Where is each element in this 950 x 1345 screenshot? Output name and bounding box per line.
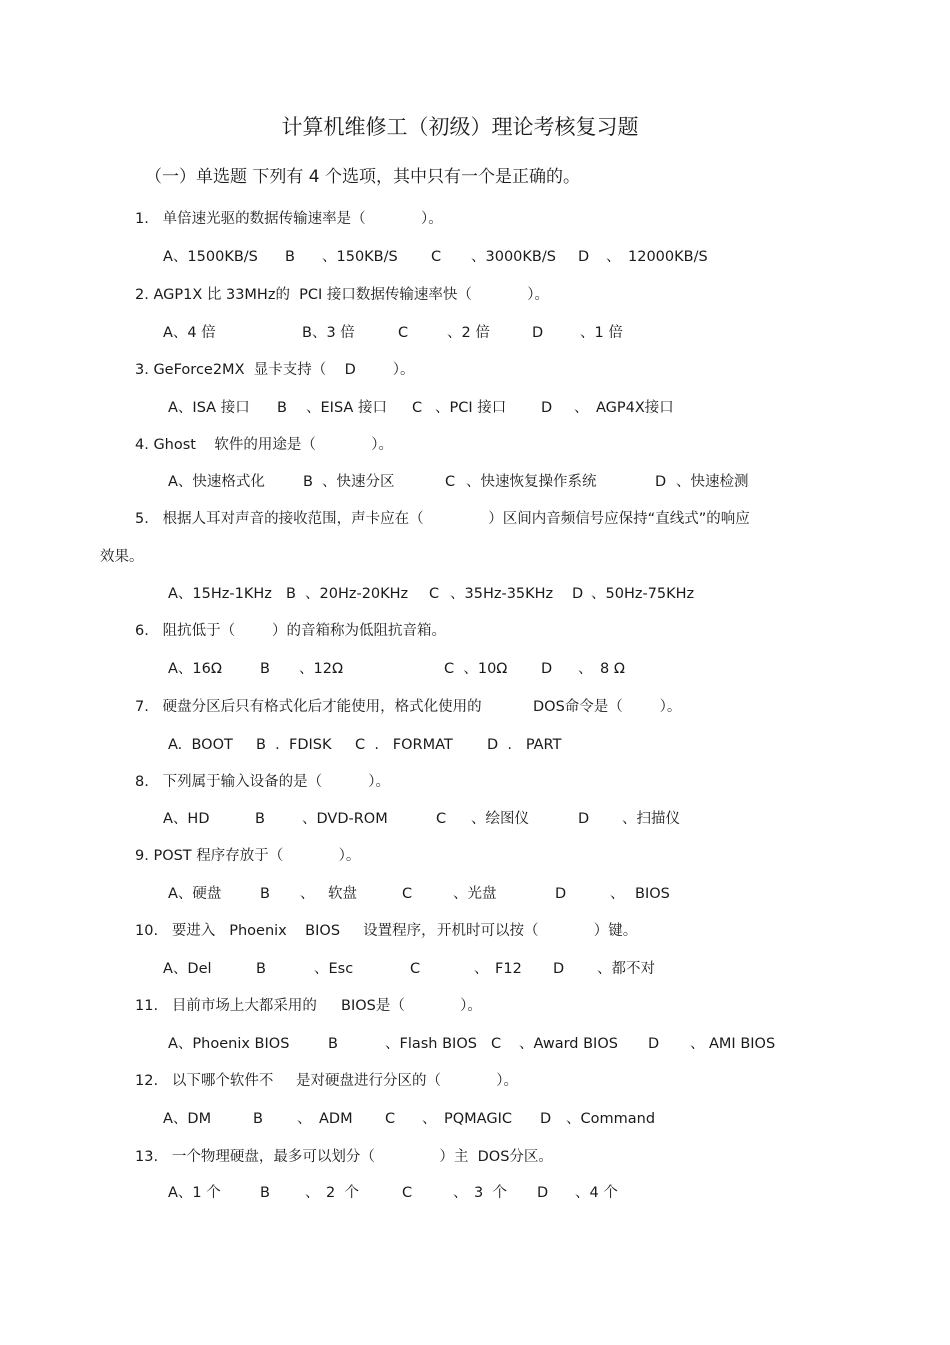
option: 、2 倍 — [447, 325, 490, 341]
option: D — [572, 586, 584, 602]
option: 、Award BIOS — [519, 1036, 618, 1052]
option: 、绘图仪 — [471, 811, 529, 827]
question-text: 6. 阻抗低于（ ）的音箱称为低阻抗音箱。 — [135, 623, 447, 639]
question-text: DOS命令是（ ）。 — [533, 699, 682, 715]
option: A、4 倍 — [163, 325, 216, 341]
option: B — [255, 811, 265, 827]
option: 、扫描仪 — [622, 811, 680, 827]
option: B — [256, 961, 266, 977]
option: 12000KB/S — [628, 249, 708, 265]
option: B、3 倍 — [302, 325, 355, 341]
option: B . FDISK — [256, 737, 332, 753]
question-text: 效果。 — [100, 549, 144, 565]
option: 、Flash BIOS — [385, 1036, 477, 1052]
question-text: 5. 根据人耳对声音的接收范围，声卡应在（ ）区间内音频信号应保持“直线式”的响应 — [135, 511, 750, 527]
option: A、Phoenix BIOS — [168, 1036, 290, 1052]
option: 、 — [422, 1111, 437, 1127]
option: C — [436, 811, 447, 827]
option: 、EISA 接口 — [306, 400, 387, 416]
option: 2 个 — [326, 1185, 359, 1201]
option: 、4 个 — [575, 1185, 618, 1201]
option: D — [578, 811, 590, 827]
option: D — [541, 661, 553, 677]
option: A、16Ω — [168, 661, 222, 677]
question-text: 13. 一个物理硬盘，最多可以划分（ ）主 DOS分区。 — [135, 1149, 553, 1165]
option: C — [445, 474, 456, 490]
option: B — [253, 1111, 263, 1127]
option: 、50Hz-75KHz — [591, 586, 695, 602]
option: 、 — [578, 661, 593, 677]
option: AGP4X接口 — [596, 400, 674, 416]
option: B — [260, 661, 270, 677]
option: B — [260, 886, 270, 902]
option: B — [260, 1185, 270, 1201]
option: B — [286, 586, 296, 602]
option: B — [277, 400, 287, 416]
option: 、12Ω — [299, 661, 344, 677]
option: C — [412, 400, 423, 416]
option: 、 — [574, 400, 589, 416]
option: A、DM — [163, 1111, 212, 1127]
option: C — [385, 1111, 396, 1127]
question-text: 9. POST 程序存放于（ ）。 — [135, 848, 361, 864]
option: AMI BIOS — [709, 1036, 776, 1052]
option: 、 — [453, 1185, 468, 1201]
option: B — [328, 1036, 338, 1052]
option: 、150KB/S — [322, 249, 398, 265]
option: A、快速格式化 — [168, 474, 265, 490]
question-text: 是对硬盘进行分区的（ ）。 — [296, 1073, 519, 1089]
question-text: 12. 以下哪个软件不 — [135, 1073, 274, 1089]
option: D — [555, 886, 567, 902]
option: D . PART — [487, 737, 562, 753]
option: 、 — [300, 886, 315, 902]
option: BIOS — [635, 886, 670, 902]
question-text: 4. Ghost 软件的用途是（ ）。 — [135, 437, 393, 453]
option: 、1 倍 — [580, 325, 623, 341]
option: D — [648, 1036, 660, 1052]
option: A、HD — [163, 811, 210, 827]
option: D — [541, 400, 553, 416]
option: C . FORMAT — [355, 737, 453, 753]
question-text: 2. AGP1X 比 33MHz的 PCI 接口数据传输速率快（ ）。 — [135, 287, 549, 303]
option: 、DVD-ROM — [302, 811, 388, 827]
question-text: 11. 目前市场上大都采用的 — [135, 998, 317, 1014]
option: 、快速分区 — [322, 474, 395, 490]
option: A、ISA 接口 — [168, 400, 250, 416]
option: 8 Ω — [600, 661, 625, 677]
option: C — [402, 1185, 413, 1201]
option: A、15Hz-1KHz — [168, 586, 272, 602]
option: B — [303, 474, 313, 490]
option: C — [429, 586, 440, 602]
option: A、1500KB/S — [163, 249, 258, 265]
option: C — [431, 249, 442, 265]
question-text: 10. 要进入 Phoenix BIOS 设置程序， — [135, 923, 436, 939]
option: 、PCI 接口 — [435, 400, 507, 416]
option: 、都不对 — [597, 961, 655, 977]
option: 、 — [297, 1111, 312, 1127]
option: 、Esc — [314, 961, 354, 977]
option: 、35Hz-35KHz — [450, 586, 554, 602]
option: 、3000KB/S — [471, 249, 556, 265]
question-text: 开机时可以按（ ）键。 — [437, 923, 638, 939]
question-text: 3. GeForce2MX 显卡支持（ D ）。 — [135, 362, 415, 378]
option: D — [553, 961, 565, 977]
option: D — [537, 1185, 549, 1201]
option: C 、10Ω — [444, 661, 508, 677]
option: 、20Hz-20KHz — [305, 586, 409, 602]
option: B — [285, 249, 295, 265]
option: D — [532, 325, 544, 341]
option: PQMAGIC — [444, 1111, 512, 1127]
option: 、光盘 — [453, 886, 497, 902]
option: A、硬盘 — [168, 886, 222, 902]
option: C — [410, 961, 421, 977]
question-text: 1. 单倍速光驱的数据传输速率是（ ）。 — [135, 211, 443, 227]
option: 软盘 — [328, 886, 357, 902]
option: 、快速检测 — [676, 474, 749, 490]
question-text: BIOS是（ ）。 — [341, 998, 482, 1014]
question-text: 8. 下列属于输入设备的是（ ）。 — [135, 774, 391, 790]
option: 、 — [606, 249, 621, 265]
option: A. BOOT — [168, 737, 233, 753]
option: 、Command — [566, 1111, 656, 1127]
option: ADM — [319, 1111, 353, 1127]
option: 、 — [305, 1185, 320, 1201]
option: 、 — [610, 886, 625, 902]
option: D — [655, 474, 667, 490]
option: C — [402, 886, 413, 902]
option: 、快速恢复操作系统 — [466, 474, 597, 490]
document-title: 计算机维修工（初级）理论考核复习题 — [281, 115, 639, 139]
option: 、 — [474, 961, 489, 977]
section-heading: （一）单选题 下列有 4 个选项，其中只有一个是正确的。 — [145, 167, 581, 187]
option: 3 个 — [474, 1185, 507, 1201]
option: A、1 个 — [168, 1185, 221, 1201]
option: C — [398, 325, 409, 341]
option: F12 — [495, 961, 522, 977]
option: D — [540, 1111, 552, 1127]
option: A、Del — [163, 961, 212, 977]
option: D — [578, 249, 590, 265]
option: C — [491, 1036, 502, 1052]
question-text: 7. 硬盘分区后只有格式化后才能使用，格式化使用的 — [135, 699, 482, 715]
option: 、 — [690, 1036, 705, 1052]
